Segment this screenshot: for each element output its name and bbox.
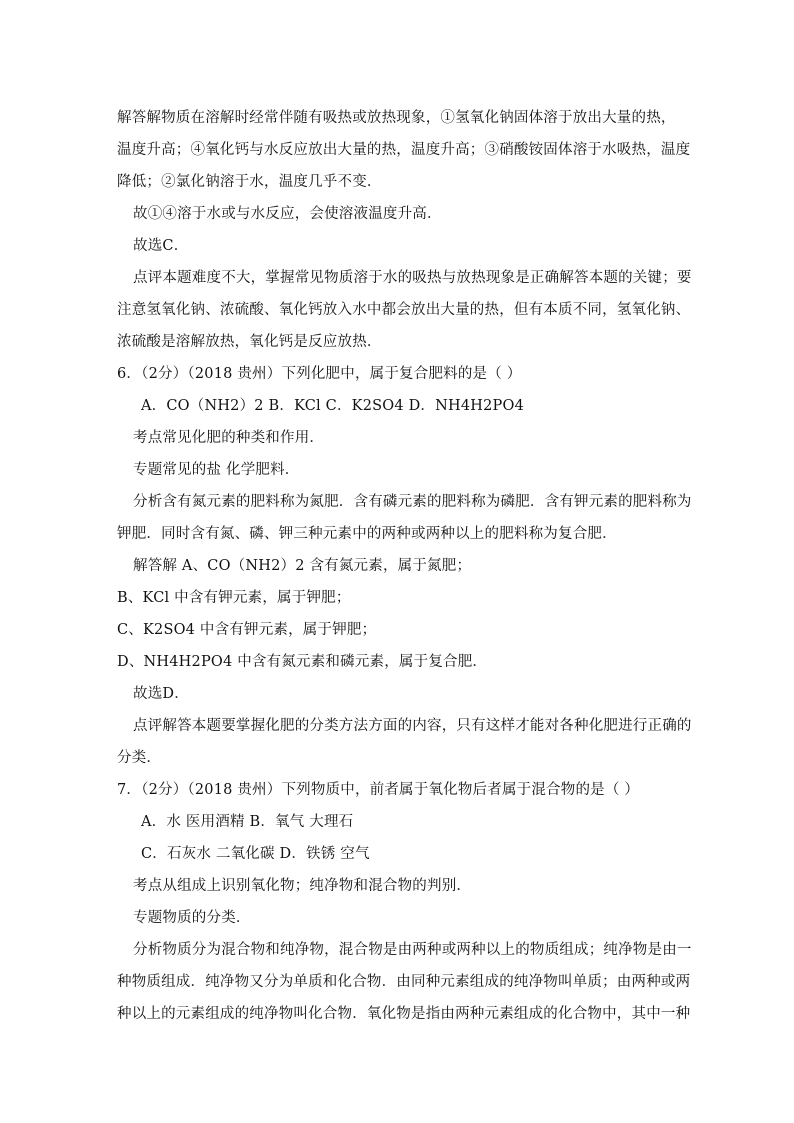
text-line: 温度升高；④氧化钙与水反应放出大量的热，温度升高；③硝酸铵固体溶于水吸热，温度 (117, 142, 691, 158)
question-title: 7．（2分）（2018 贵州）下列物质中，前者属于氧化物后者属于混合物的是（ ） (117, 782, 640, 798)
question-title: 6．（2分）（2018 贵州）下列化肥中，属于复合肥料的是（ ） (117, 366, 522, 382)
text-line: 降低；②氯化钠溶于水，温度几乎不变． (117, 174, 382, 190)
text-line: 浓硫酸是溶解放热，氧化钙是反应放热． (117, 334, 382, 350)
question-options: C．石灰水 二氧化碳 D．铁锈 空气 (141, 846, 370, 862)
text-line: 故选D． (133, 686, 189, 702)
text-line: B、KCl 中含有钾元素，属于钾肥； (117, 590, 351, 606)
text-line: 故①④溶于水或与水反应，会使溶液温度升高． (133, 206, 442, 222)
text-line: 考点从组成上识别氧化物；纯净物和混合物的判别． (133, 878, 472, 894)
text-line: D、NH4H2PO4 中含有氮元素和磷元素，属于复合肥． (117, 654, 488, 670)
question-options: A．CO（NH2）2 B．KCl C．K2SO4 D．NH4H2PO4 (141, 398, 525, 414)
text-line: 解答解物质在溶解时经常伴随有吸热或放热现象，①氢氧化钠固体溶于放出大量的热， (117, 110, 676, 126)
text-line: 种以上的元素组成的纯净物叫化合物．氧化物是指由两种元素组成的化合物中，其中一种 (117, 1006, 691, 1022)
text-line: C、K2SO4 中含有钾元素，属于钾肥； (117, 622, 377, 638)
text-line: 分类． (117, 750, 162, 766)
text-line: 点评本题难度不大，掌握常见物质溶于水的吸热与放热现象是正确解答本题的关键；要 (133, 270, 692, 286)
text-line: 分析物质分为混合物和纯净物，混合物是由两种或两种以上的物质组成；纯净物是由一 (133, 942, 692, 958)
text-line: 故选C． (133, 238, 189, 254)
text-line: 钾肥．同时含有氮、磷、钾三种元素中的两种或两种以上的肥料称为复合肥． (117, 526, 617, 542)
question-options: A．水 医用酒精 B．氧气 大理石 (141, 814, 354, 830)
text-line: 点评解答本题要掌握化肥的分类方法方面的内容，只有这样才能对各种化肥进行正确的 (133, 718, 692, 734)
text-line: 专题物质的分类． (133, 910, 251, 926)
text-line: 考点常见化肥的种类和作用． (133, 430, 325, 446)
text-line: 分析含有氮元素的肥料称为氮肥．含有磷元素的肥料称为磷肥．含有钾元素的肥料称为 (133, 494, 692, 510)
text-line: 注意氢氧化钠、浓硫酸、氧化钙放入水中都会放出大量的热，但有本质不同，氢氧化钠、 (117, 302, 691, 318)
text-line: 专题常见的盐 化学肥料． (133, 462, 300, 478)
text-line: 解答解 A、CO（NH2）2 含有氮元素，属于氮肥； (133, 558, 472, 574)
text-line: 种物质组成．纯净物又分为单质和化合物．由同种元素组成的纯净物叫单质；由两种或两 (117, 974, 691, 990)
